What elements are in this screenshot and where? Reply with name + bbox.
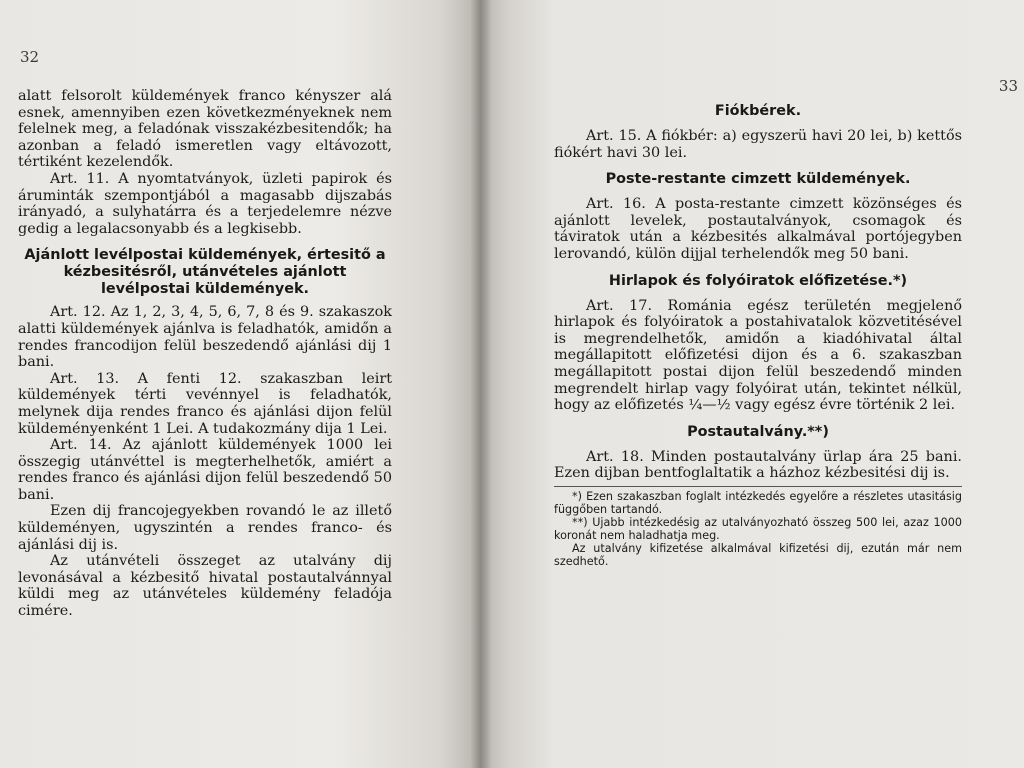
book-gutter (470, 0, 492, 768)
right-paragraph-art-16: Art. 16. A posta-restante cimzett közönséges és ajánlott levelek, postautalványok, csomagok és táviratok után a kézbesités alkalmával portójegyben lerovandó, külön dijjal terhelendők meg 50 bani. (554, 196, 962, 262)
right-paragraph-art-15: Art. 15. A fiókbér: a) egyszerü havi 20 lei, b) kettős fiókért havi 30 lei. (554, 128, 962, 161)
left-paragraph-utanveteli: Az utánvételi összeget az utalvány dij levonásával a kézbesitő hivatal postautalvánnyal küldi meg az utánvételes küldemény feladója cimére. (18, 553, 392, 620)
footnote-2: **) Ujabb intézkedésig az utalványozható összeg 500 lei, azaz 1000 koronát nem haladhatja meg. (554, 515, 962, 542)
left-paragraph-art-13: Art. 13. A fenti 12. szakaszban leirt küldemények térti vevénnyel is feladhatók, melynek dija rendes franco és ajánlási dijon felül küldeményenként 1 Lei. A tudakozmány dija 1 Lei. (18, 370, 392, 437)
footnote-1: *) Ezen szakaszban foglalt intézkedés egyelőre a részletes utasitásig függőben tartandó. (554, 489, 962, 516)
right-page (478, 0, 1024, 768)
footnote-3: Az utalvány kifizetése alkalmával kifizetési dij, ezután már nem szedhető. (554, 541, 962, 568)
left-page (0, 0, 478, 768)
section-heading-fiokberek: Fiókbérek. (714, 103, 802, 119)
left-paragraph-dij: Ezen dij francojegyekben rovandó le az illető küldeményen, ugyszintén a rendes franco- és ajánlási dij is. (18, 503, 392, 553)
section-heading-poste-restante: Poste-restante cimzett küldemények. (605, 171, 911, 188)
right-page-number: 33 (998, 77, 1018, 95)
left-page-number: 32 (20, 48, 40, 66)
left-paragraph-art-11: Art. 11. A nyomtatványok, üzleti papirok és áruminták szempontjából a magasabb dijszabás irányadó, a sulyhatárra és a terjedelemre nézve gedig a legalacsonyabb és a legkisebb. (18, 170, 392, 237)
section-heading-hirlapok: Hirlapok és folyóiratok előfizetése.*) (608, 272, 908, 289)
footnotes (554, 486, 962, 568)
section-heading-ajanlott: Ajánlott levélpostai küldemények, értesitő a kézbesitésről, utánvételes ajánlott levélpostai küldemények. (24, 247, 386, 298)
right-page-text (554, 103, 962, 568)
left-page-text (18, 88, 392, 620)
right-paragraph-art-18: Art. 18. Minden postautalvány ürlap ára 25 bani. Ezen dijban bentfoglaltatik a házhoz kézbesitési dij is. (554, 448, 962, 482)
right-paragraph-art-17: Art. 17. Románia egész területén megjelenő hirlapok és folyóiratok a postahivatalok közvetitésével is megrendelhetők, amidőn a kiadóhivatal által megállapitott előfizetési dijon és a 6. szakaszban megállapitott postai dijon felül beszedendő minden megrendelt hirlap vagy folyóirat után, tekintet nélkül, hogy az előfizetés ¼—½ vagy egész évre történik 2 lei. (554, 297, 962, 414)
section-heading-postautalvany: Postautalvány.**) (687, 423, 829, 440)
left-paragraph-art-14: Art. 14. Az ajánlott küldemények 1000 lei összegig utánvéttel is megterhelhetők, amiért a rendes franco és ajánlási dijon felül beszedendő 50 bani. (18, 437, 392, 503)
left-paragraph-art-12: Art. 12. Az 1, 2, 3, 4, 5, 6, 7, 8 és 9. szakaszok alatti küldemények ajánlva is feladhatók, amidőn a rendes francodijon felül beszedendő ajánlási dij 1 bani. (18, 304, 392, 371)
left-paragraph-1: alatt felsorolt küldemények franco kényszer alá esnek, amennyiben ezen következményeknek nem felelnek meg, a feladónak visszakézbesitendők; ha azonban a feladó ismeretlen vagy eltávozott, tértiként kezelendők. (18, 88, 392, 171)
